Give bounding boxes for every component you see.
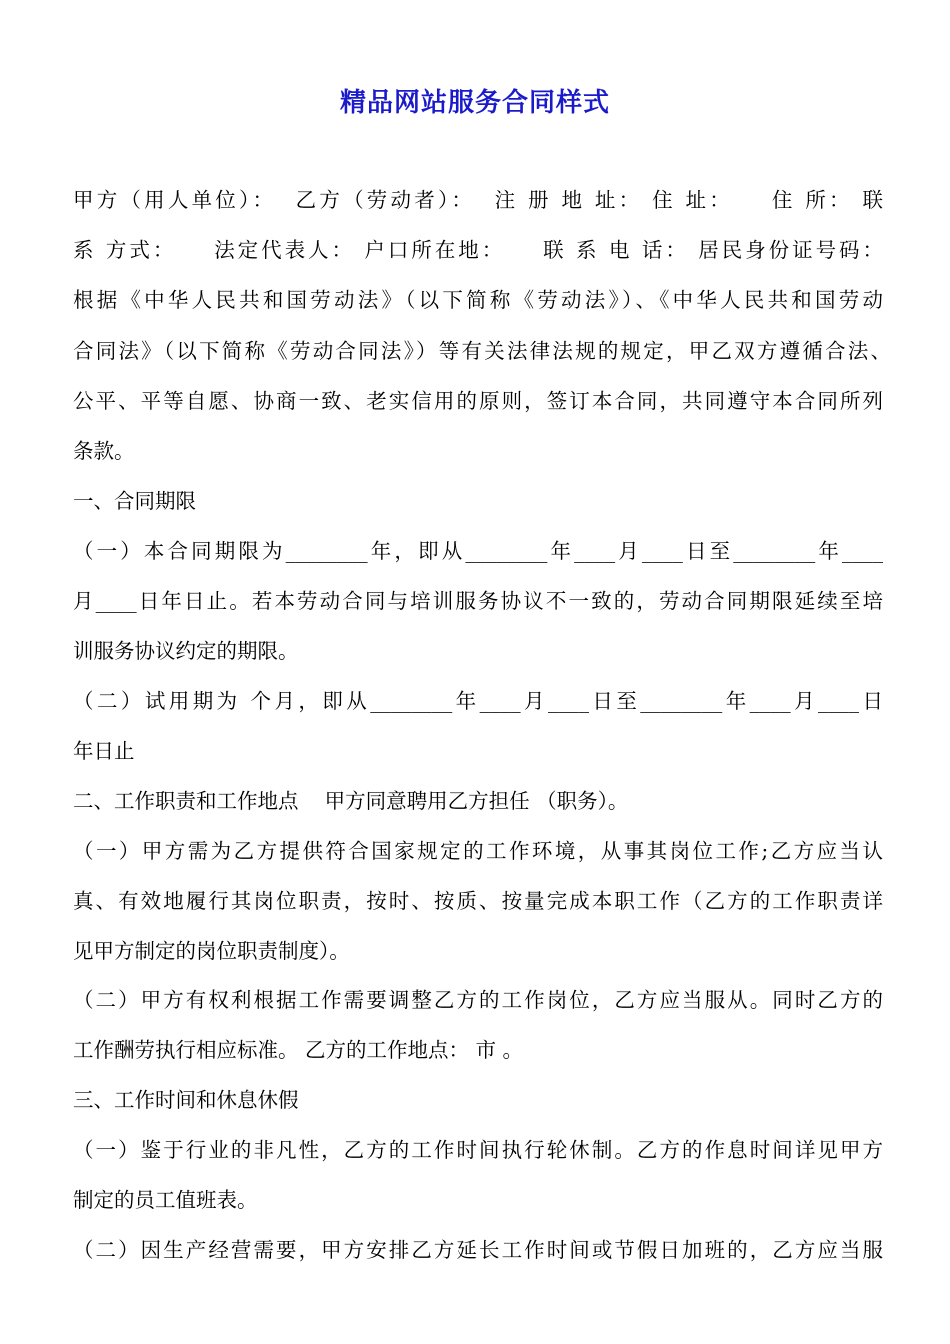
document-title: 精品网站服务合同样式: [339, 88, 610, 118]
text-line: 月____日年日止。若本劳动合同与培训服务协议不一致的，劳动合同期限延续至培: [73, 589, 883, 613]
text-line: 公平、平等自愿、协商一致、老实信用的原则，签订本合同，共同遵守本合同所列: [73, 389, 883, 413]
text-line: 见甲方制定的岗位职责制度）。: [73, 939, 350, 963]
text-line: （二）甲方有权利根据工作需要调整乙方的工作岗位，乙方应当服从。同时乙方的: [73, 988, 883, 1012]
section-heading: 二、工作职责和工作地点 甲方同意聘用乙方担任 （职务）。: [73, 789, 629, 813]
text-line: （二）因生产经营需要，甲方安排乙方延长工作时间或节假日加班的，乙方应当服: [73, 1238, 883, 1262]
text-line: 甲方（用人单位）： 乙方（劳动者）： 注 册 地 址： 住 址： 住 所： 联: [73, 188, 883, 212]
text-line: 工作酬劳执行相应标准。 乙方的工作地点： 市 。: [73, 1038, 524, 1062]
text-line: 训服务协议约定的期限。: [73, 639, 299, 663]
text-line: 条款。: [73, 439, 135, 463]
text-line: （二）试用期为 个月，即从________年____月____日至________年____月____日: [73, 689, 883, 713]
text-line: （一）甲方需为乙方提供符合国家规定的工作环境，从事其岗位工作;乙方应当认: [73, 839, 883, 863]
text-line: 真、有效地履行其岗位职责，按时、按质、按量完成本职工作（乙方的工作职责详: [73, 889, 883, 913]
text-line: 系 方式： 法定代表人： 户口所在地： 联 系 电 话： 居民身份证号码：: [73, 238, 883, 262]
text-line: （一）本合同期限为________年，即从________年____月____日至________年____: [73, 539, 883, 563]
text-line: 合同法》（以下简称《劳动合同法》）等有关法律法规的规定，甲乙双方遵循合法、: [73, 339, 891, 363]
text-line: 根据《中华人民共和国劳动法》（以下简称《劳动法》）、《中华人民共和国劳动: [73, 288, 883, 312]
text-line: 年日止: [73, 739, 135, 763]
text-line: 制定的员工值班表。: [73, 1188, 258, 1212]
section-heading: 一、合同期限: [73, 489, 196, 513]
text-line: （一）鉴于行业的非凡性，乙方的工作时间执行轮休制。乙方的作息时间详见甲方: [73, 1138, 883, 1162]
section-heading: 三、工作时间和休息休假: [73, 1088, 299, 1112]
